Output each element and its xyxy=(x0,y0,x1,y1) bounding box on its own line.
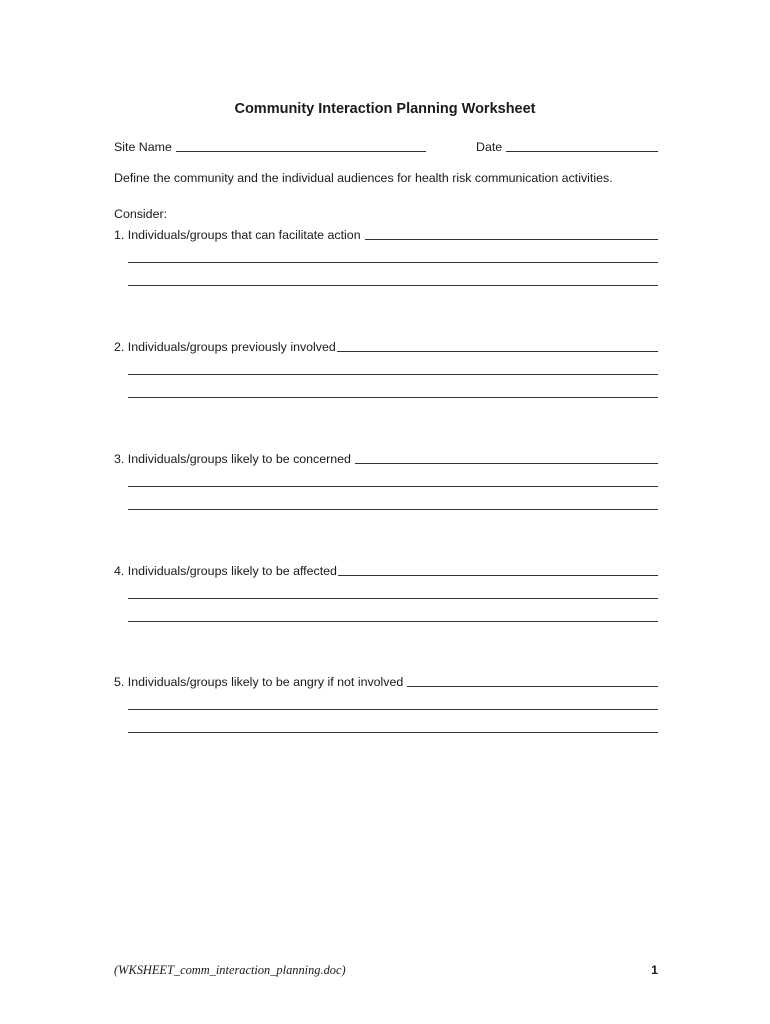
item-2-line-3[interactable] xyxy=(128,397,658,398)
date-field[interactable] xyxy=(476,139,658,155)
item-5-field[interactable] xyxy=(114,674,658,690)
item-2-line-2[interactable] xyxy=(128,374,658,375)
item-4-line-2[interactable] xyxy=(128,598,658,599)
consider-label: Consider: xyxy=(114,207,168,221)
site-name-blank[interactable] xyxy=(176,150,426,152)
item-3-line-3[interactable] xyxy=(128,509,658,510)
item-1-field[interactable] xyxy=(114,227,658,243)
instruction-text: Define the community and the individual audiences for health risk communication activities. xyxy=(114,171,613,185)
item-3-blank[interactable] xyxy=(355,462,658,464)
item-2-label: 2. Individuals/groups previously involved xyxy=(114,340,336,354)
item-1-line-2[interactable] xyxy=(128,262,658,263)
footer-page-number: 1 xyxy=(651,963,658,977)
item-5-line-3[interactable] xyxy=(128,732,658,733)
document-title: Community Interaction Planning Worksheet xyxy=(234,101,536,117)
item-3-label: 3. Individuals/groups likely to be concerned xyxy=(114,452,351,466)
date-blank[interactable] xyxy=(506,150,658,152)
site-name-label: Site Name xyxy=(114,140,172,154)
item-3-field[interactable] xyxy=(114,451,658,467)
item-4-label: 4. Individuals/groups likely to be affected xyxy=(114,564,337,578)
item-5-blank[interactable] xyxy=(407,685,658,687)
date-label: Date xyxy=(476,140,503,154)
item-3-line-2[interactable] xyxy=(128,486,658,487)
footer-filename: (WKSHEET_comm_interaction_planning.doc) xyxy=(114,963,346,977)
item-5-line-2[interactable] xyxy=(128,709,658,710)
item-1-line-3[interactable] xyxy=(128,285,658,286)
item-4-field[interactable] xyxy=(114,563,658,579)
item-4-blank[interactable] xyxy=(338,574,658,576)
item-4-line-3[interactable] xyxy=(128,621,658,622)
item-2-field[interactable] xyxy=(114,339,658,355)
item-5-label: 5. Individuals/groups likely to be angry if not involved xyxy=(114,675,404,689)
item-1-blank[interactable] xyxy=(365,238,658,240)
item-2-blank[interactable] xyxy=(337,350,658,352)
item-1-label: 1. Individuals/groups that can facilitate action xyxy=(114,228,361,242)
site-name-field[interactable] xyxy=(114,139,426,155)
